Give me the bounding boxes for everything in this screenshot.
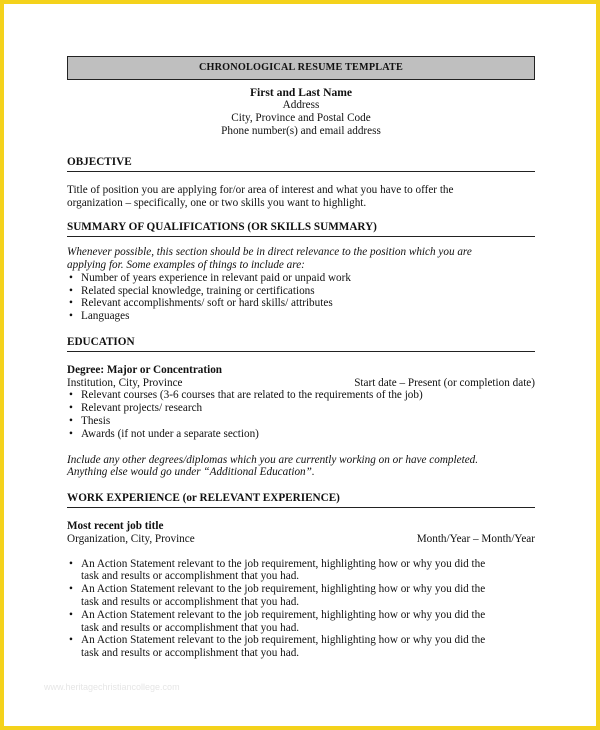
action-line: task and results or accomplishment that you had. xyxy=(81,621,300,634)
education-section xyxy=(67,336,535,479)
list-item: • Thesis xyxy=(67,415,535,428)
contact-header xyxy=(67,86,535,138)
qualifications-intro-line: applying for. Some examples of things to include are: xyxy=(67,258,305,271)
objective-section xyxy=(67,156,535,209)
qualifications-section xyxy=(67,221,535,323)
education-dates: Start date – Present (or completion date) xyxy=(354,376,535,389)
action-line: • An Action Statement relevant to the job requirement, highlighting how or why you did the xyxy=(81,583,486,596)
document-page xyxy=(4,4,596,726)
action-line: task and results or accomplishment that you had. xyxy=(81,647,300,660)
contact-line: Phone number(s) and email address xyxy=(221,125,381,137)
action-line: • An Action Statement relevant to the job requirement, highlighting how or why you did the xyxy=(81,634,486,647)
action-line: • An Action Statement relevant to the job requirement, highlighting how or why you did the xyxy=(81,557,486,570)
objective-line: organization – specifically, one or two skills you want to highlight. xyxy=(67,196,367,209)
qualifications-heading: SUMMARY OF QUALIFICATIONS (OR SKILLS SUMMARY) xyxy=(67,221,535,237)
organization-line: Organization, City, Province xyxy=(67,532,195,545)
list-item: • Number of years experience in relevant paid or unpaid work xyxy=(67,272,535,285)
objective-line: Title of position you are applying for/or area of interest and what you have to offer the xyxy=(67,183,454,196)
institution-line: Institution, City, Province xyxy=(67,376,183,389)
list-item: • Relevant accomplishments/ soft or hard skills/ attributes xyxy=(67,297,535,310)
list-item: • Relevant projects/ research xyxy=(67,402,535,415)
action-line: • An Action Statement relevant to the job requirement, highlighting how or why you did the xyxy=(81,608,486,621)
list-item: • Awards (if not under a separate section) xyxy=(67,428,535,441)
education-list xyxy=(67,389,535,440)
list-item: • Relevant courses (3-6 courses that are related to the requirements of the job) xyxy=(67,389,535,402)
city-line: City, Province and Postal Code xyxy=(231,112,371,124)
qualifications-list xyxy=(67,272,535,323)
objective-heading: OBJECTIVE xyxy=(67,156,535,172)
action-line: task and results or accomplishment that you had. xyxy=(81,570,300,583)
qualifications-intro-line: Whenever possible, this section should be in direct relevance to the position which you are xyxy=(67,246,472,259)
candidate-name: First and Last Name xyxy=(249,86,353,99)
list-item xyxy=(67,583,535,609)
work-dates: Month/Year – Month/Year xyxy=(416,532,535,545)
list-item xyxy=(67,634,535,660)
list-item: • Related special knowledge, training or certifications xyxy=(67,285,535,298)
resume-content xyxy=(67,56,535,660)
action-line: task and results or accomplishment that you had. xyxy=(81,595,300,608)
education-note-line: Anything else would go under “Additional Education”. xyxy=(67,466,315,479)
document-title-box xyxy=(67,56,535,80)
degree-line: Degree: Major or Concentration xyxy=(67,363,223,376)
education-heading: EDUCATION xyxy=(67,336,535,352)
work-list xyxy=(67,558,535,660)
watermark-text: www.heritagechristiancollege.com xyxy=(44,682,180,692)
address-line: Address xyxy=(282,99,320,111)
job-title: Most recent job title xyxy=(67,519,164,532)
list-item: • Languages xyxy=(67,310,535,323)
list-item xyxy=(67,609,535,635)
education-note-line: Include any other degrees/diplomas which you are currently working on or have completed. xyxy=(67,453,479,466)
list-item xyxy=(67,558,535,584)
work-heading: WORK EXPERIENCE (or RELEVANT EXPERIENCE) xyxy=(67,492,535,508)
document-title: CHRONOLOGICAL RESUME TEMPLATE xyxy=(198,61,404,73)
work-section xyxy=(67,492,535,660)
